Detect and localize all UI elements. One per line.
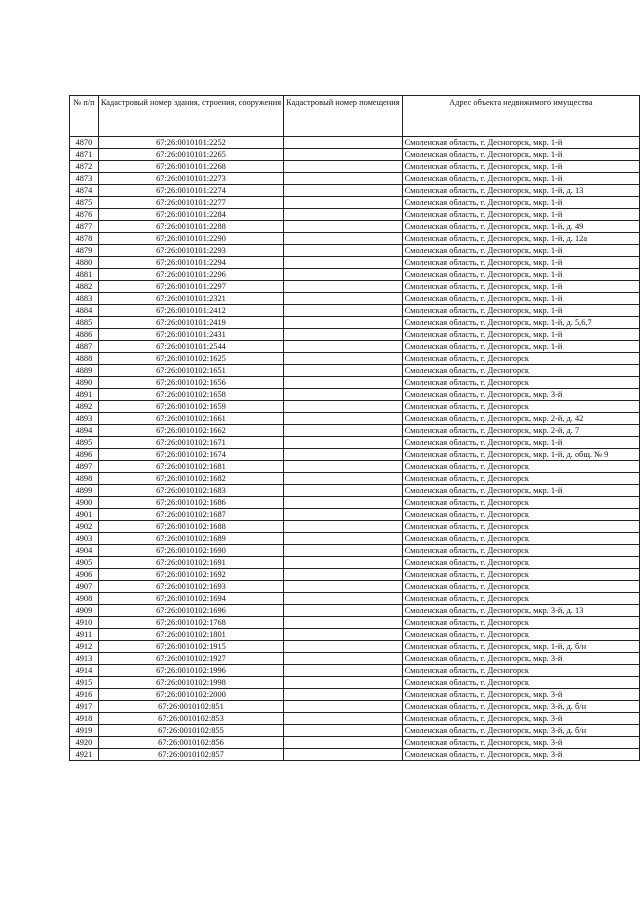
building-cadastral-number-cell: 67:26:0010102:856 bbox=[98, 737, 283, 749]
room-cadastral-number-cell bbox=[284, 317, 403, 329]
table-row bbox=[70, 257, 640, 269]
building-cadastral-number-cell: 67:26:0010102:1689 bbox=[98, 533, 283, 545]
room-cadastral-number-cell bbox=[284, 593, 403, 605]
table-row bbox=[70, 389, 640, 401]
room-cadastral-number-cell bbox=[284, 341, 403, 353]
address-cell: Смоленская область, г. Десногорск, мкр. 1-й, д. 13 bbox=[402, 185, 639, 197]
table-row bbox=[70, 701, 640, 713]
table-row bbox=[70, 377, 640, 389]
building-cadastral-number-cell: 67:26:0010101:2252 bbox=[98, 137, 283, 149]
row-number-cell: 4916 bbox=[70, 689, 99, 701]
row-number-cell: 4870 bbox=[70, 137, 99, 149]
building-cadastral-number-cell: 67:26:0010102:1625 bbox=[98, 353, 283, 365]
address-cell: Смоленская область, г. Десногорск bbox=[402, 365, 639, 377]
room-cadastral-number-cell bbox=[284, 185, 403, 197]
building-cadastral-number-cell: 67:26:0010102:1683 bbox=[98, 485, 283, 497]
address-cell: Смоленская область, г. Десногорск, мкр. 2-й, д. 42 bbox=[402, 413, 639, 425]
building-cadastral-number-cell: 67:26:0010101:2419 bbox=[98, 317, 283, 329]
building-cadastral-number-cell: 67:26:0010102:1651 bbox=[98, 365, 283, 377]
room-cadastral-number-cell bbox=[284, 629, 403, 641]
room-cadastral-number-cell bbox=[284, 461, 403, 473]
room-cadastral-number-cell bbox=[284, 521, 403, 533]
room-cadastral-number-cell bbox=[284, 581, 403, 593]
table-row bbox=[70, 245, 640, 257]
table-row bbox=[70, 461, 640, 473]
table-row bbox=[70, 725, 640, 737]
address-cell: Смоленская область, г. Десногорск, мкр. 1-й bbox=[402, 149, 639, 161]
address-cell: Смоленская область, г. Десногорск, мкр. 3-й bbox=[402, 737, 639, 749]
address-cell: Смоленская область, г. Десногорск bbox=[402, 509, 639, 521]
table-row bbox=[70, 209, 640, 221]
row-number-cell: 4871 bbox=[70, 149, 99, 161]
address-cell: Смоленская область, г. Десногорск, мкр. 1-й, д. 5,6,7 bbox=[402, 317, 639, 329]
table-row bbox=[70, 197, 640, 209]
address-cell: Смоленская область, г. Десногорск, мкр. 3-й bbox=[402, 389, 639, 401]
row-number-cell: 4913 bbox=[70, 653, 99, 665]
address-cell: Смоленская область, г. Десногорск, мкр. 1-й bbox=[402, 293, 639, 305]
building-cadastral-number-cell: 67:26:0010102:1682 bbox=[98, 473, 283, 485]
address-cell: Смоленская область, г. Десногорск bbox=[402, 557, 639, 569]
address-cell: Смоленская область, г. Десногорск, мкр. 1-й bbox=[402, 341, 639, 353]
row-number-cell: 4887 bbox=[70, 341, 99, 353]
address-cell: Смоленская область, г. Десногорск, мкр. 1-й, д. 49 bbox=[402, 221, 639, 233]
table-row bbox=[70, 425, 640, 437]
room-cadastral-number-cell bbox=[284, 617, 403, 629]
room-cadastral-number-cell bbox=[284, 305, 403, 317]
address-cell: Смоленская область, г. Десногорск, мкр. 1-й, д. 12а bbox=[402, 233, 639, 245]
row-number-cell: 4902 bbox=[70, 521, 99, 533]
building-cadastral-number-cell: 67:26:0010101:2431 bbox=[98, 329, 283, 341]
table-row bbox=[70, 581, 640, 593]
address-cell: Смоленская область, г. Десногорск, мкр. 3-й bbox=[402, 749, 639, 761]
table-row bbox=[70, 509, 640, 521]
table-row bbox=[70, 713, 640, 725]
row-number-cell: 4914 bbox=[70, 665, 99, 677]
table-row bbox=[70, 401, 640, 413]
building-cadastral-number-cell: 67:26:0010102:1688 bbox=[98, 521, 283, 533]
table-row bbox=[70, 449, 640, 461]
row-number-cell: 4885 bbox=[70, 317, 99, 329]
property-registry-table bbox=[69, 95, 640, 761]
row-number-cell: 4879 bbox=[70, 245, 99, 257]
building-cadastral-number-cell: 67:26:0010102:1671 bbox=[98, 437, 283, 449]
room-cadastral-number-cell bbox=[284, 425, 403, 437]
table-row bbox=[70, 173, 640, 185]
table-row bbox=[70, 665, 640, 677]
table-row bbox=[70, 749, 640, 761]
building-cadastral-number-cell: 67:26:0010101:2265 bbox=[98, 149, 283, 161]
room-cadastral-number-cell bbox=[284, 149, 403, 161]
row-number-cell: 4884 bbox=[70, 305, 99, 317]
room-cadastral-number-cell bbox=[284, 221, 403, 233]
room-cadastral-number-cell bbox=[284, 281, 403, 293]
address-cell: Смоленская область, г. Десногорск, мкр. 1-й, д. б/н bbox=[402, 641, 639, 653]
building-cadastral-number-cell: 67:26:0010101:2273 bbox=[98, 173, 283, 185]
address-cell: Смоленская область, г. Десногорск bbox=[402, 665, 639, 677]
building-cadastral-number-cell: 67:26:0010102:1998 bbox=[98, 677, 283, 689]
room-cadastral-number-cell bbox=[284, 605, 403, 617]
row-number-cell: 4915 bbox=[70, 677, 99, 689]
building-cadastral-number-cell: 67:26:0010102:1801 bbox=[98, 629, 283, 641]
address-cell: Смоленская область, г. Десногорск bbox=[402, 497, 639, 509]
building-cadastral-number-cell: 67:26:0010101:2293 bbox=[98, 245, 283, 257]
table-row bbox=[70, 281, 640, 293]
table-row bbox=[70, 485, 640, 497]
building-cadastral-number-cell: 67:26:0010102:855 bbox=[98, 725, 283, 737]
room-cadastral-number-cell bbox=[284, 173, 403, 185]
table-row bbox=[70, 473, 640, 485]
table-row bbox=[70, 617, 640, 629]
header-row-number: № п/п bbox=[70, 96, 99, 137]
address-cell: Смоленская область, г. Десногорск, мкр. 1-й, д. общ. № 9 bbox=[402, 449, 639, 461]
building-cadastral-number-cell: 67:26:0010102:1915 bbox=[98, 641, 283, 653]
table-row bbox=[70, 545, 640, 557]
address-cell: Смоленская область, г. Десногорск bbox=[402, 533, 639, 545]
room-cadastral-number-cell bbox=[284, 497, 403, 509]
address-cell: Смоленская область, г. Десногорск, мкр. 1-й bbox=[402, 437, 639, 449]
room-cadastral-number-cell bbox=[284, 533, 403, 545]
room-cadastral-number-cell bbox=[284, 689, 403, 701]
table-row bbox=[70, 641, 640, 653]
building-cadastral-number-cell: 67:26:0010102:1662 bbox=[98, 425, 283, 437]
building-cadastral-number-cell: 67:26:0010102:851 bbox=[98, 701, 283, 713]
table-row bbox=[70, 305, 640, 317]
address-cell: Смоленская область, г. Десногорск bbox=[402, 377, 639, 389]
row-number-cell: 4878 bbox=[70, 233, 99, 245]
building-cadastral-number-cell: 67:26:0010102:1692 bbox=[98, 569, 283, 581]
room-cadastral-number-cell bbox=[284, 401, 403, 413]
row-number-cell: 4892 bbox=[70, 401, 99, 413]
address-cell: Смоленская область, г. Десногорск, мкр. 3-й, д. 13 bbox=[402, 605, 639, 617]
row-number-cell: 4874 bbox=[70, 185, 99, 197]
building-cadastral-number-cell: 67:26:0010101:2288 bbox=[98, 221, 283, 233]
building-cadastral-number-cell: 67:26:0010101:2297 bbox=[98, 281, 283, 293]
row-number-cell: 4901 bbox=[70, 509, 99, 521]
table-row bbox=[70, 365, 640, 377]
table-row bbox=[70, 737, 640, 749]
room-cadastral-number-cell bbox=[284, 413, 403, 425]
table-row bbox=[70, 437, 640, 449]
building-cadastral-number-cell: 67:26:0010102:1768 bbox=[98, 617, 283, 629]
room-cadastral-number-cell bbox=[284, 545, 403, 557]
building-cadastral-number-cell: 67:26:0010101:2274 bbox=[98, 185, 283, 197]
address-cell: Смоленская область, г. Десногорск bbox=[402, 593, 639, 605]
room-cadastral-number-cell bbox=[284, 437, 403, 449]
building-cadastral-number-cell: 67:26:0010101:2412 bbox=[98, 305, 283, 317]
row-number-cell: 4911 bbox=[70, 629, 99, 641]
header-row bbox=[70, 96, 640, 137]
room-cadastral-number-cell bbox=[284, 377, 403, 389]
room-cadastral-number-cell bbox=[284, 701, 403, 713]
address-cell: Смоленская область, г. Десногорск, мкр. 1-й bbox=[402, 245, 639, 257]
room-cadastral-number-cell bbox=[284, 569, 403, 581]
building-cadastral-number-cell: 67:26:0010102:1674 bbox=[98, 449, 283, 461]
room-cadastral-number-cell bbox=[284, 257, 403, 269]
building-cadastral-number-cell: 67:26:0010101:2294 bbox=[98, 257, 283, 269]
address-cell: Смоленская область, г. Десногорск bbox=[402, 473, 639, 485]
table-row bbox=[70, 521, 640, 533]
table-row bbox=[70, 533, 640, 545]
row-number-cell: 4909 bbox=[70, 605, 99, 617]
table-row bbox=[70, 185, 640, 197]
building-cadastral-number-cell: 67:26:0010102:857 bbox=[98, 749, 283, 761]
table-row bbox=[70, 689, 640, 701]
row-number-cell: 4904 bbox=[70, 545, 99, 557]
building-cadastral-number-cell: 67:26:0010101:2321 bbox=[98, 293, 283, 305]
row-number-cell: 4917 bbox=[70, 701, 99, 713]
building-cadastral-number-cell: 67:26:0010101:2544 bbox=[98, 341, 283, 353]
room-cadastral-number-cell bbox=[284, 293, 403, 305]
address-cell: Смоленская область, г. Десногорск bbox=[402, 617, 639, 629]
table-row bbox=[70, 629, 640, 641]
row-number-cell: 4873 bbox=[70, 173, 99, 185]
row-number-cell: 4891 bbox=[70, 389, 99, 401]
table-row bbox=[70, 161, 640, 173]
room-cadastral-number-cell bbox=[284, 329, 403, 341]
room-cadastral-number-cell bbox=[284, 653, 403, 665]
row-number-cell: 4918 bbox=[70, 713, 99, 725]
address-cell: Смоленская область, г. Десногорск, мкр. 1-й bbox=[402, 137, 639, 149]
row-number-cell: 4895 bbox=[70, 437, 99, 449]
address-cell: Смоленская область, г. Десногорск, мкр. 1-й bbox=[402, 485, 639, 497]
table-row bbox=[70, 557, 640, 569]
address-cell: Смоленская область, г. Десногорск bbox=[402, 353, 639, 365]
address-cell: Смоленская область, г. Десногорск, мкр. 2-й, д. 7 bbox=[402, 425, 639, 437]
registry-sheet bbox=[69, 95, 640, 761]
row-number-cell: 4876 bbox=[70, 209, 99, 221]
address-cell: Смоленская область, г. Десногорск bbox=[402, 521, 639, 533]
table-row bbox=[70, 149, 640, 161]
table-row bbox=[70, 593, 640, 605]
room-cadastral-number-cell bbox=[284, 725, 403, 737]
address-cell: Смоленская область, г. Десногорск, мкр. 1-й bbox=[402, 209, 639, 221]
room-cadastral-number-cell bbox=[284, 449, 403, 461]
building-cadastral-number-cell: 67:26:0010102:1681 bbox=[98, 461, 283, 473]
room-cadastral-number-cell bbox=[284, 749, 403, 761]
address-cell: Смоленская область, г. Десногорск, мкр. 3-й bbox=[402, 653, 639, 665]
table-row bbox=[70, 605, 640, 617]
table-row bbox=[70, 233, 640, 245]
row-number-cell: 4880 bbox=[70, 257, 99, 269]
room-cadastral-number-cell bbox=[284, 509, 403, 521]
address-cell: Смоленская область, г. Десногорск, мкр. 1-й bbox=[402, 281, 639, 293]
row-number-cell: 4899 bbox=[70, 485, 99, 497]
row-number-cell: 4875 bbox=[70, 197, 99, 209]
table-row bbox=[70, 341, 640, 353]
room-cadastral-number-cell bbox=[284, 389, 403, 401]
row-number-cell: 4883 bbox=[70, 293, 99, 305]
building-cadastral-number-cell: 67:26:0010102:853 bbox=[98, 713, 283, 725]
table-row bbox=[70, 221, 640, 233]
row-number-cell: 4888 bbox=[70, 353, 99, 365]
address-cell: Смоленская область, г. Десногорск bbox=[402, 401, 639, 413]
building-cadastral-number-cell: 67:26:0010102:1691 bbox=[98, 557, 283, 569]
address-cell: Смоленская область, г. Десногорск, мкр. 1-й bbox=[402, 173, 639, 185]
table-row bbox=[70, 269, 640, 281]
table-row bbox=[70, 653, 640, 665]
room-cadastral-number-cell bbox=[284, 137, 403, 149]
address-cell: Смоленская область, г. Десногорск, мкр. 1-й bbox=[402, 197, 639, 209]
address-cell: Смоленская область, г. Десногорск, мкр. 1-й bbox=[402, 257, 639, 269]
building-cadastral-number-cell: 67:26:0010102:1686 bbox=[98, 497, 283, 509]
building-cadastral-number-cell: 67:26:0010102:1690 bbox=[98, 545, 283, 557]
room-cadastral-number-cell bbox=[284, 665, 403, 677]
building-cadastral-number-cell: 67:26:0010102:1996 bbox=[98, 665, 283, 677]
row-number-cell: 4905 bbox=[70, 557, 99, 569]
room-cadastral-number-cell bbox=[284, 713, 403, 725]
row-number-cell: 4903 bbox=[70, 533, 99, 545]
table-row bbox=[70, 569, 640, 581]
row-number-cell: 4921 bbox=[70, 749, 99, 761]
row-number-cell: 4890 bbox=[70, 377, 99, 389]
building-cadastral-number-cell: 67:26:0010102:1696 bbox=[98, 605, 283, 617]
header-room-cadastral-number: Кадастровый номер помещения bbox=[284, 96, 403, 137]
room-cadastral-number-cell bbox=[284, 245, 403, 257]
room-cadastral-number-cell bbox=[284, 737, 403, 749]
address-cell: Смоленская область, г. Десногорск, мкр. 1-й bbox=[402, 305, 639, 317]
address-cell: Смоленская область, г. Десногорск, мкр. 3-й bbox=[402, 689, 639, 701]
row-number-cell: 4872 bbox=[70, 161, 99, 173]
header-building-cadastral-number: Кадастровый номер здания, строения, сооружения bbox=[98, 96, 283, 137]
building-cadastral-number-cell: 67:26:0010102:1661 bbox=[98, 413, 283, 425]
table-row bbox=[70, 353, 640, 365]
table-body bbox=[70, 137, 640, 761]
room-cadastral-number-cell bbox=[284, 209, 403, 221]
address-cell: Смоленская область, г. Десногорск bbox=[402, 461, 639, 473]
row-number-cell: 4907 bbox=[70, 581, 99, 593]
room-cadastral-number-cell bbox=[284, 233, 403, 245]
address-cell: Смоленская область, г. Десногорск bbox=[402, 581, 639, 593]
room-cadastral-number-cell bbox=[284, 353, 403, 365]
room-cadastral-number-cell bbox=[284, 197, 403, 209]
table-row bbox=[70, 317, 640, 329]
row-number-cell: 4897 bbox=[70, 461, 99, 473]
room-cadastral-number-cell bbox=[284, 269, 403, 281]
row-number-cell: 4886 bbox=[70, 329, 99, 341]
address-cell: Смоленская область, г. Десногорск, мкр. 3-й bbox=[402, 713, 639, 725]
building-cadastral-number-cell: 67:26:0010101:2296 bbox=[98, 269, 283, 281]
address-cell: Смоленская область, г. Десногорск bbox=[402, 677, 639, 689]
room-cadastral-number-cell bbox=[284, 677, 403, 689]
room-cadastral-number-cell bbox=[284, 161, 403, 173]
row-number-cell: 4893 bbox=[70, 413, 99, 425]
room-cadastral-number-cell bbox=[284, 557, 403, 569]
row-number-cell: 4900 bbox=[70, 497, 99, 509]
row-number-cell: 4912 bbox=[70, 641, 99, 653]
row-number-cell: 4910 bbox=[70, 617, 99, 629]
row-number-cell: 4881 bbox=[70, 269, 99, 281]
row-number-cell: 4906 bbox=[70, 569, 99, 581]
row-number-cell: 4882 bbox=[70, 281, 99, 293]
address-cell: Смоленская область, г. Десногорск, мкр. 3-й, д. б/н bbox=[402, 725, 639, 737]
building-cadastral-number-cell: 67:26:0010102:1656 bbox=[98, 377, 283, 389]
address-cell: Смоленская область, г. Десногорск, мкр. 1-й bbox=[402, 269, 639, 281]
building-cadastral-number-cell: 67:26:0010102:1687 bbox=[98, 509, 283, 521]
building-cadastral-number-cell: 67:26:0010101:2290 bbox=[98, 233, 283, 245]
building-cadastral-number-cell: 67:26:0010102:2000 bbox=[98, 689, 283, 701]
room-cadastral-number-cell bbox=[284, 485, 403, 497]
address-cell: Смоленская область, г. Десногорск, мкр. 3-й, д. б/н bbox=[402, 701, 639, 713]
address-cell: Смоленская область, г. Десногорск, мкр. 1-й bbox=[402, 161, 639, 173]
row-number-cell: 4889 bbox=[70, 365, 99, 377]
room-cadastral-number-cell bbox=[284, 641, 403, 653]
row-number-cell: 4919 bbox=[70, 725, 99, 737]
building-cadastral-number-cell: 67:26:0010101:2277 bbox=[98, 197, 283, 209]
building-cadastral-number-cell: 67:26:0010102:1658 bbox=[98, 389, 283, 401]
row-number-cell: 4894 bbox=[70, 425, 99, 437]
building-cadastral-number-cell: 67:26:0010101:2268 bbox=[98, 161, 283, 173]
building-cadastral-number-cell: 67:26:0010102:1927 bbox=[98, 653, 283, 665]
table-row bbox=[70, 137, 640, 149]
building-cadastral-number-cell: 67:26:0010102:1693 bbox=[98, 581, 283, 593]
table-row bbox=[70, 497, 640, 509]
address-cell: Смоленская область, г. Десногорск bbox=[402, 569, 639, 581]
table-row bbox=[70, 677, 640, 689]
row-number-cell: 4898 bbox=[70, 473, 99, 485]
building-cadastral-number-cell: 67:26:0010101:2284 bbox=[98, 209, 283, 221]
table-row bbox=[70, 293, 640, 305]
building-cadastral-number-cell: 67:26:0010102:1659 bbox=[98, 401, 283, 413]
building-cadastral-number-cell: 67:26:0010102:1694 bbox=[98, 593, 283, 605]
address-cell: Смоленская область, г. Десногорск, мкр. 1-й bbox=[402, 329, 639, 341]
header-property-address: Адрес объекта недвижимого имущества bbox=[402, 96, 639, 137]
row-number-cell: 4908 bbox=[70, 593, 99, 605]
address-cell: Смоленская область, г. Десногорск bbox=[402, 545, 639, 557]
row-number-cell: 4877 bbox=[70, 221, 99, 233]
table-row bbox=[70, 329, 640, 341]
room-cadastral-number-cell bbox=[284, 473, 403, 485]
address-cell: Смоленская область, г. Десногорск bbox=[402, 629, 639, 641]
table-row bbox=[70, 413, 640, 425]
row-number-cell: 4920 bbox=[70, 737, 99, 749]
row-number-cell: 4896 bbox=[70, 449, 99, 461]
room-cadastral-number-cell bbox=[284, 365, 403, 377]
